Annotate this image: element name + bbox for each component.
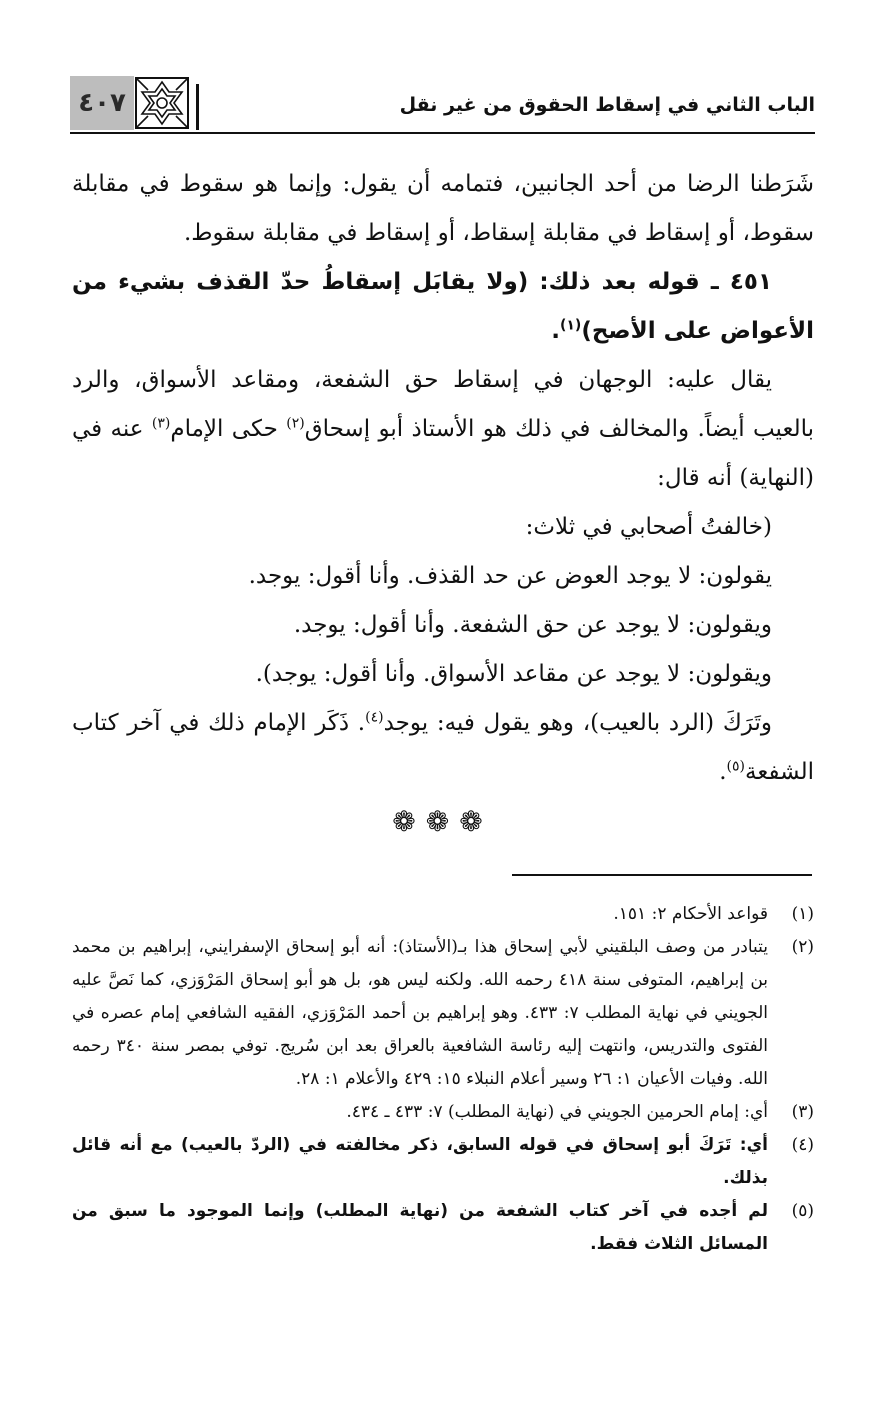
closing-text-c: . [719,759,727,785]
paragraph-451-text: ٤٥١ ـ قوله بعد ذلك: (ولا يقابَل إسقاطُ حدّ القذف بشيء من الأعواض على الأصح) [72,269,814,344]
closing-text-a: وتَرَكَ (الرد بالعيب)، وهو يقول فيه: يوجد [383,710,772,736]
footnote-item [72,1129,814,1195]
footnote-number: (٢) [791,937,814,957]
footnote-text: أي: تَرَكَ أبو إسحاق في قوله السابق، ذكر مخالفته في (الردّ بالعيب) مع أنه قائل بذلك. [72,1135,768,1188]
main-text [72,160,814,797]
closing-text-b: . ذَكَر الإمام ذلك في آخر كتاب الشفعة [72,710,814,785]
footnote-number: (٥) [791,1201,814,1221]
footnote-number: (٤) [791,1135,814,1155]
geometric-ornament-icon [134,76,190,130]
paragraph-451-end: . [551,318,560,344]
commentary-text-a: يقال عليه: الوجهان في إسقاط حق الشفعة، ومقاعد الأسواق، والرد بالعيب أيضاً. والمخالف في ذلك هو الأستاذ أبو إسحاق [72,367,814,442]
footnote-ref-1[interactable]: (١) [559,317,582,334]
footnote-ref-3[interactable]: (٣) [151,415,171,432]
running-title: الباب الثاني في إسقاط الحقوق من غير نقل [399,94,815,116]
paragraph-closing [72,699,814,797]
header-rule [70,132,815,134]
footnote-number: (٣) [791,1102,814,1122]
footnote-text: يتبادر من وصف البلقيني لأبي إسحاق هذا بـ(الأستاذ): أنه أبو إسحاق الإسفرايني، إبراهيم بن محمد بن إبراهيم، المتوفى سنة ٤١٨ رحمه الله. ولكنه ليس هو، بل هو أبو إسحاق المَرْوَزي، كما نَصَّ عليه الجويني في نهاية المطلب ٧: ٤٣٣. وهو إبراهيم بن أحمد المَرْوَزي، الفقيه الشافعي إمام عصره في الفتوى والتدريس، وانتهت إليه رئاسة الشافعية بالعراق بعد ابن سُريج. توفي بمصر سنة ٣٤٠ رحمه الله. وفيات الأعيان ١: ٢٦ وسير أعلام النبلاء ١٥: ٤٢٩ والأعلام ١: ٢٨. [72,937,768,1089]
commentary-text-b: حكى الإمام [170,416,287,442]
commentary-text-c: عنه في (النهاية) أنه قال: [72,416,814,491]
page-number-box [70,76,190,130]
footnote-rule [512,874,812,876]
quote-line-3: ويقولون: لا يوجد عن حق الشفعة. وأنا أقول: يوجد. [293,612,772,638]
quote-line-1: (خالفتُ أصحابي في ثلاث: [525,514,772,540]
section-separator-icon: ❁❁❁ [392,805,493,838]
footnotes [72,898,814,1261]
footnote-text: أي: إمام الحرمين الجويني في (نهاية المطلب) ٧: ٤٣٣ ـ ٤٣٤. [346,1102,768,1122]
footnote-number: (١) [791,904,814,924]
footnote-text: لم أجده في آخر كتاب الشفعة من (نهاية المطلب) وإنما الموجود ما سبق من المسائل الثلاث فقط. [72,1201,768,1254]
paragraph-commentary [72,356,814,503]
quote-line-2: يقولون: لا يوجد العوض عن حد القذف. وأنا أقول: يوجد. [248,563,772,589]
page-header [70,72,815,134]
page-number: ٤٠٧ [70,76,134,130]
footnote-ref-2[interactable]: (٢) [286,415,305,432]
footnote-item [72,1096,814,1129]
footnote-item [72,1195,814,1261]
paragraph-continuation: شَرَطنا الرضا من أحد الجانبين، فتمامه أن يقول: وإنما هو سقوط في مقابلة سقوط، أو إسقاط في مقابلة إسقاط، أو إسقاط في مقابلة سقوط. [72,171,814,246]
header-divider-bar [196,84,199,130]
footnote-text: قواعد الأحكام ٢: ١٥١. [613,904,768,924]
footnote-ref-4[interactable]: (٤) [365,709,384,726]
footnote-item [72,931,814,1096]
paragraph-451 [72,258,814,356]
footnote-item [72,898,814,931]
quote-line-4: ويقولون: لا يوجد عن مقاعد الأسواق. وأنا أقول: يوجد). [255,661,772,687]
footnote-ref-5[interactable]: (٥) [726,758,746,775]
